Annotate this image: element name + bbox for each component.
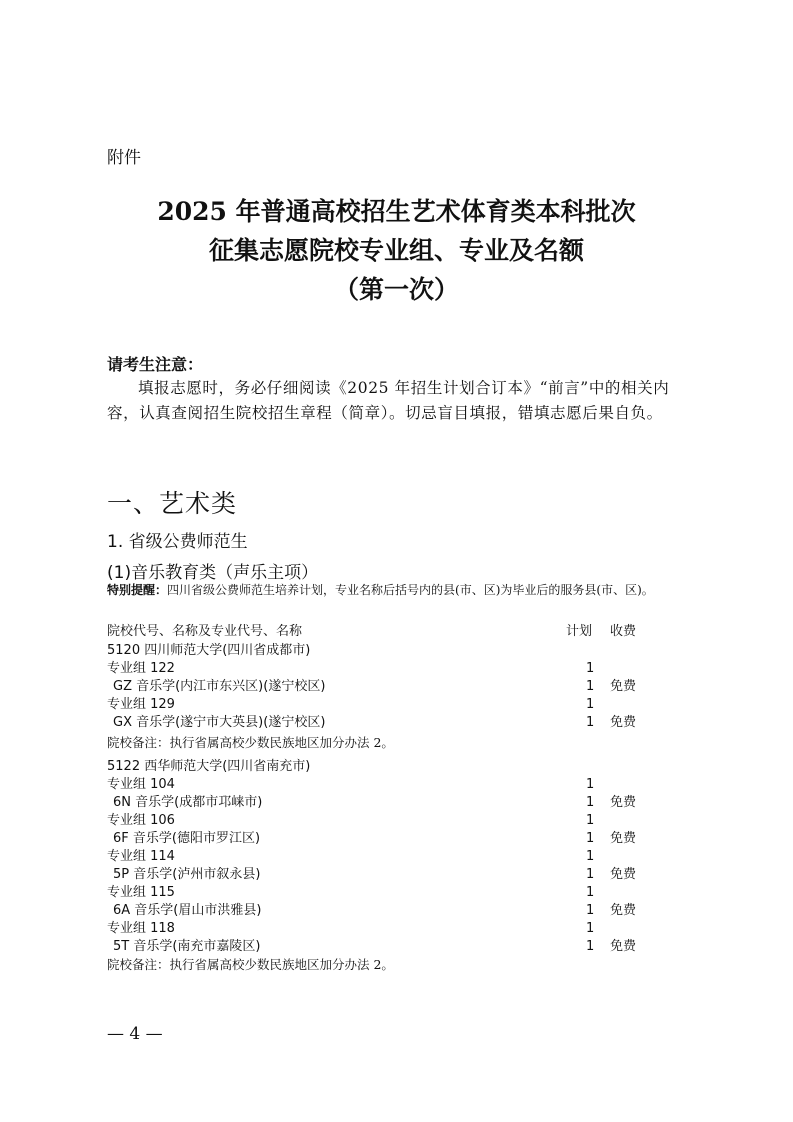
group-row (0, 920, 793, 938)
group-row (0, 776, 793, 794)
group-row (0, 848, 793, 866)
major-row (0, 830, 793, 848)
row-name: 专业组 114 (107, 849, 175, 864)
header-plan: 计划 (566, 624, 593, 639)
attachment-label: 附件 (107, 148, 141, 168)
row-name: 6A 音乐学(眉山市洪雅县) (113, 903, 262, 918)
row-name: 专业组 106 (107, 813, 175, 828)
document-title-line-3: （第一次） (333, 275, 459, 304)
major-row (0, 794, 793, 812)
row-plan: 1 (586, 715, 595, 730)
row-fee: 免费 (610, 867, 637, 882)
major-row (0, 902, 793, 920)
row-name: GZ 音乐学(内江市东兴区)(遂宁校区) (113, 679, 326, 694)
row-name: 6F 音乐学(德阳市罗江区) (113, 831, 261, 846)
major-row (0, 678, 793, 696)
row-name: 专业组 129 (107, 697, 175, 712)
major-row (0, 866, 793, 884)
category-title: (1)音乐教育类（声乐主项） (107, 563, 319, 583)
row-plan: 1 (586, 921, 595, 936)
section-title: 一、艺术类 (107, 489, 238, 518)
row-name: 专业组 104 (107, 777, 175, 792)
page-number: — 4 — (107, 1024, 163, 1044)
row-name: 5T 音乐学(南充市嘉陵区) (113, 939, 261, 954)
row-fee: 免费 (610, 679, 637, 694)
row-fee: 免费 (610, 795, 637, 810)
row-plan: 1 (586, 939, 595, 954)
document-title-line-1: 2025 年普通高校招生艺术体育类本科批次 (157, 197, 636, 226)
school-note-row (0, 956, 793, 974)
row-plan: 1 (586, 831, 595, 846)
row-plan: 1 (586, 903, 595, 918)
row-name: 院校备注：执行省属高校少数民族地区加分办法 2。 (107, 957, 394, 972)
row-name: 专业组 118 (107, 921, 175, 936)
row-name: 5122 西华师范大学(四川省南充市) (107, 759, 311, 774)
school-row (0, 758, 793, 776)
row-plan: 1 (586, 813, 595, 828)
row-plan: 1 (586, 795, 595, 810)
row-name: 专业组 122 (107, 661, 175, 676)
row-fee: 免费 (610, 939, 637, 954)
row-plan: 1 (586, 661, 595, 676)
row-plan: 1 (586, 679, 595, 694)
row-plan: 1 (586, 849, 595, 864)
group-row (0, 696, 793, 714)
notice-body: 填报志愿时，务必仔细阅读《2025 年招生计划合订本》“前言”中的相关内容，认真查阅招生院校招生章程（简章）。切忌盲目填报，错填志愿后果自负。 (107, 379, 670, 422)
row-name: 6N 音乐学(成都市邛崃市) (113, 795, 263, 810)
row-name: 5P 音乐学(泸州市叙永县) (113, 867, 261, 882)
row-fee: 免费 (610, 715, 637, 730)
group-row (0, 660, 793, 678)
row-fee: 免费 (610, 903, 637, 918)
row-plan: 1 (586, 885, 595, 900)
row-name: 5120 四川师范大学(四川省成都市) (107, 643, 311, 658)
header-name: 院校代号、名称及专业代号、名称 (107, 624, 303, 639)
special-tip-label: 特别提醒： (107, 583, 168, 597)
row-name: 专业组 115 (107, 885, 175, 900)
special-tip-text: 四川省级公费师范生培养计划，专业名称后括号内的县(市、区)为毕业后的服务县(市、区)。 (167, 583, 654, 597)
header-fee: 收费 (610, 624, 637, 639)
major-row (0, 938, 793, 956)
school-row (0, 642, 793, 660)
subsection-title: 1. 省级公费师范生 (107, 532, 248, 552)
group-row (0, 812, 793, 830)
special-tip (107, 582, 697, 598)
group-row (0, 884, 793, 902)
row-plan: 1 (586, 777, 595, 792)
notice-label: 请考生注意： (107, 355, 204, 374)
row-name: GX 音乐学(遂宁市大英县)(遂宁校区) (113, 715, 326, 730)
document-title-line-2: 征集志愿院校专业组、专业及名额 (208, 236, 584, 265)
major-row (0, 714, 793, 732)
row-plan: 1 (586, 697, 595, 712)
school-note-row (0, 734, 793, 752)
row-plan: 1 (586, 867, 595, 882)
row-fee: 免费 (610, 831, 637, 846)
row-name: 院校备注：执行省属高校少数民族地区加分办法 2。 (107, 735, 394, 750)
